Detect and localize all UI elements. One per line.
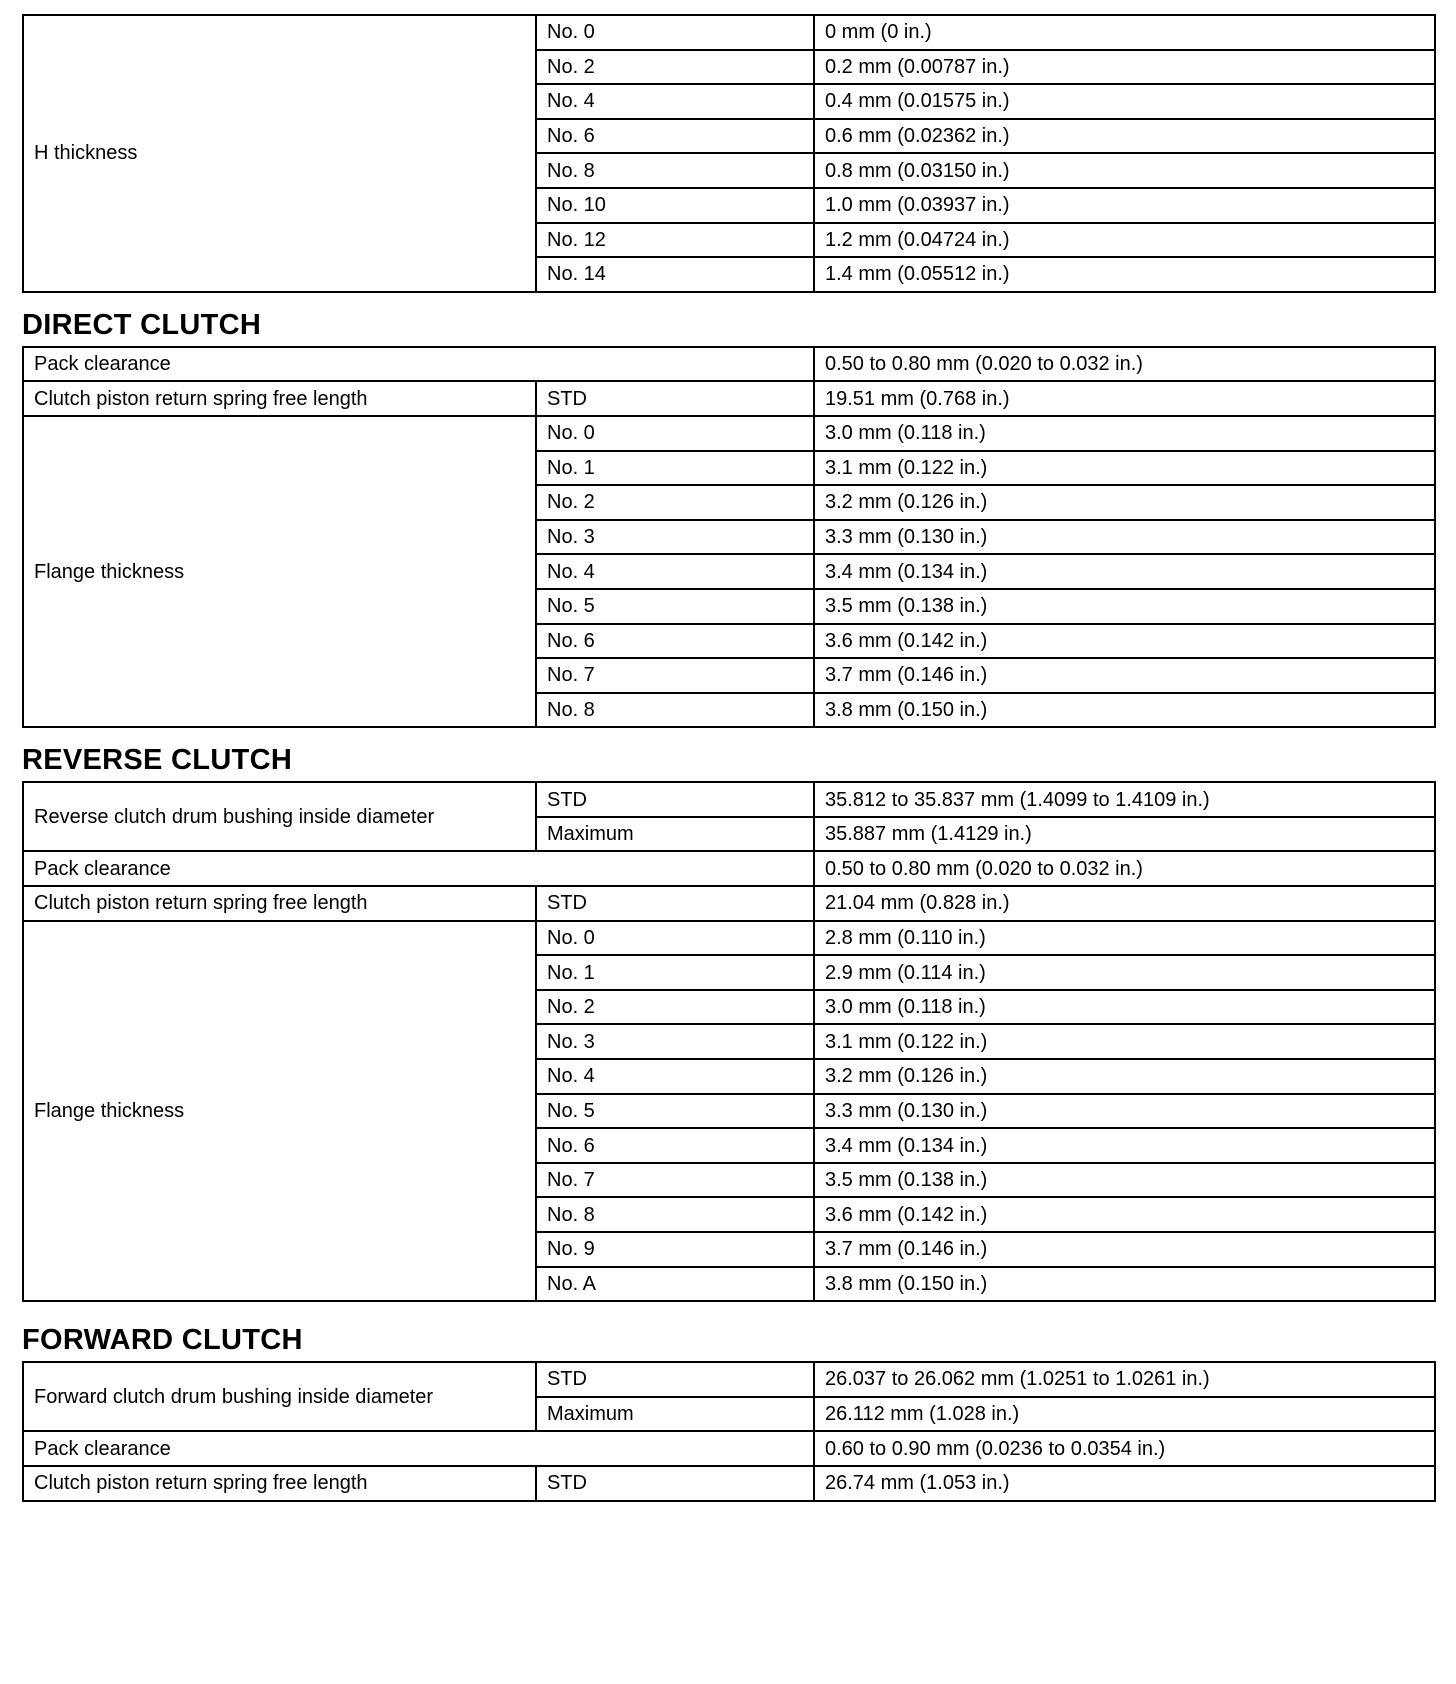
bushing-max-label: Maximum (536, 1397, 814, 1432)
size-no: No. 0 (536, 15, 814, 50)
size-value: 3.1 mm (0.122 in.) (814, 451, 1435, 486)
size-no: No. 10 (536, 188, 814, 223)
bushing-max-label: Maximum (536, 817, 814, 852)
size-value: 3.3 mm (0.130 in.) (814, 1094, 1435, 1129)
size-value: 3.4 mm (0.134 in.) (814, 554, 1435, 589)
size-no: No. 4 (536, 84, 814, 119)
table-row (23, 886, 1435, 921)
size-no: No. 14 (536, 257, 814, 292)
size-value: 3.6 mm (0.142 in.) (814, 1197, 1435, 1232)
size-no: No. 5 (536, 1094, 814, 1129)
bushing-max-value: 26.112 mm (1.028 in.) (814, 1397, 1435, 1432)
section-title-direct-clutch: DIRECT CLUTCH (22, 308, 262, 341)
pack-clearance-value: 0.60 to 0.90 mm (0.0236 to 0.0354 in.) (814, 1431, 1435, 1466)
size-value: 3.3 mm (0.130 in.) (814, 520, 1435, 555)
section-title-reverse-clutch: REVERSE CLUTCH (22, 744, 293, 777)
size-value: 0.6 mm (0.02362 in.) (814, 119, 1435, 154)
size-no: No. 7 (536, 1163, 814, 1198)
size-value: 0.8 mm (0.03150 in.) (814, 153, 1435, 188)
forward-clutch-table (22, 1361, 1436, 1501)
size-no: No. 0 (536, 921, 814, 956)
size-no: No. 8 (536, 693, 814, 728)
size-no: No. 12 (536, 223, 814, 258)
size-no: No. 2 (536, 990, 814, 1025)
size-value: 3.4 mm (0.134 in.) (814, 1128, 1435, 1163)
spring-length-label: Clutch piston return spring free length (23, 381, 536, 416)
size-value: 1.4 mm (0.05512 in.) (814, 257, 1435, 292)
spring-length-label: Clutch piston return spring free length (23, 1466, 536, 1501)
size-value: 3.5 mm (0.138 in.) (814, 1163, 1435, 1198)
size-no: No. 3 (536, 520, 814, 555)
size-no: No. 4 (536, 1059, 814, 1094)
size-value: 3.6 mm (0.142 in.) (814, 624, 1435, 659)
spec-page (22, 14, 1434, 1502)
size-no: No. 2 (536, 50, 814, 85)
spring-length-std: STD (536, 886, 814, 921)
pack-clearance-value: 0.50 to 0.80 mm (0.020 to 0.032 in.) (814, 851, 1435, 886)
size-no: No. 1 (536, 451, 814, 486)
size-no: No. 5 (536, 589, 814, 624)
size-value: 3.7 mm (0.146 in.) (814, 1232, 1435, 1267)
pack-clearance-label: Pack clearance (23, 1431, 814, 1466)
flange-thickness-label: Flange thickness (23, 921, 536, 1302)
table-row (23, 1431, 1435, 1466)
spring-length-std: STD (536, 381, 814, 416)
size-value: 0.2 mm (0.00787 in.) (814, 50, 1435, 85)
bushing-diameter-label: Reverse clutch drum bushing inside diameter (23, 782, 536, 851)
size-value: 1.0 mm (0.03937 in.) (814, 188, 1435, 223)
h-thickness-table (22, 14, 1436, 293)
table-row (23, 15, 1435, 50)
bushing-max-value: 35.887 mm (1.4129 in.) (814, 817, 1435, 852)
bushing-std-value: 35.812 to 35.837 mm (1.4099 to 1.4109 in.) (814, 782, 1435, 817)
size-value: 3.7 mm (0.146 in.) (814, 658, 1435, 693)
table-row (23, 1466, 1435, 1501)
table-row (23, 782, 1435, 817)
bushing-std-label: STD (536, 1362, 814, 1397)
size-no: No. 4 (536, 554, 814, 589)
spring-length-label: Clutch piston return spring free length (23, 886, 536, 921)
table-row (23, 921, 1435, 956)
size-value: 0.4 mm (0.01575 in.) (814, 84, 1435, 119)
pack-clearance-value: 0.50 to 0.80 mm (0.020 to 0.032 in.) (814, 347, 1435, 382)
reverse-clutch-table (22, 781, 1436, 1302)
table-row (23, 851, 1435, 886)
pack-clearance-label: Pack clearance (23, 347, 814, 382)
direct-clutch-table (22, 346, 1436, 729)
spring-length-std: STD (536, 1466, 814, 1501)
bushing-std-label: STD (536, 782, 814, 817)
table-row (23, 416, 1435, 451)
size-no: No. 3 (536, 1024, 814, 1059)
spring-length-value: 26.74 mm (1.053 in.) (814, 1466, 1435, 1501)
size-no: No. 6 (536, 624, 814, 659)
size-no: No. 8 (536, 1197, 814, 1232)
h-thickness-label: H thickness (23, 15, 536, 292)
size-value: 2.9 mm (0.114 in.) (814, 955, 1435, 990)
bushing-diameter-label: Forward clutch drum bushing inside diameter (23, 1362, 536, 1431)
table-row (23, 347, 1435, 382)
size-value: 3.0 mm (0.118 in.) (814, 416, 1435, 451)
size-value: 3.8 mm (0.150 in.) (814, 1267, 1435, 1302)
section-title-forward-clutch: FORWARD CLUTCH (22, 1324, 303, 1357)
size-value: 3.1 mm (0.122 in.) (814, 1024, 1435, 1059)
size-value: 1.2 mm (0.04724 in.) (814, 223, 1435, 258)
spring-length-value: 19.51 mm (0.768 in.) (814, 381, 1435, 416)
size-no: No. 7 (536, 658, 814, 693)
size-no: No. 0 (536, 416, 814, 451)
size-value: 3.0 mm (0.118 in.) (814, 990, 1435, 1025)
size-no: No. 6 (536, 119, 814, 154)
size-no: No. 2 (536, 485, 814, 520)
size-no: No. 9 (536, 1232, 814, 1267)
size-value: 3.2 mm (0.126 in.) (814, 1059, 1435, 1094)
size-value: 2.8 mm (0.110 in.) (814, 921, 1435, 956)
size-no: No. 1 (536, 955, 814, 990)
size-no: No. A (536, 1267, 814, 1302)
size-value: 3.2 mm (0.126 in.) (814, 485, 1435, 520)
size-no: No. 8 (536, 153, 814, 188)
size-value: 3.8 mm (0.150 in.) (814, 693, 1435, 728)
size-no: No. 6 (536, 1128, 814, 1163)
size-value: 0 mm (0 in.) (814, 15, 1435, 50)
pack-clearance-label: Pack clearance (23, 851, 814, 886)
spring-length-value: 21.04 mm (0.828 in.) (814, 886, 1435, 921)
table-row (23, 381, 1435, 416)
table-row (23, 1362, 1435, 1397)
flange-thickness-label: Flange thickness (23, 416, 536, 727)
bushing-std-value: 26.037 to 26.062 mm (1.0251 to 1.0261 in.) (814, 1362, 1435, 1397)
size-value: 3.5 mm (0.138 in.) (814, 589, 1435, 624)
